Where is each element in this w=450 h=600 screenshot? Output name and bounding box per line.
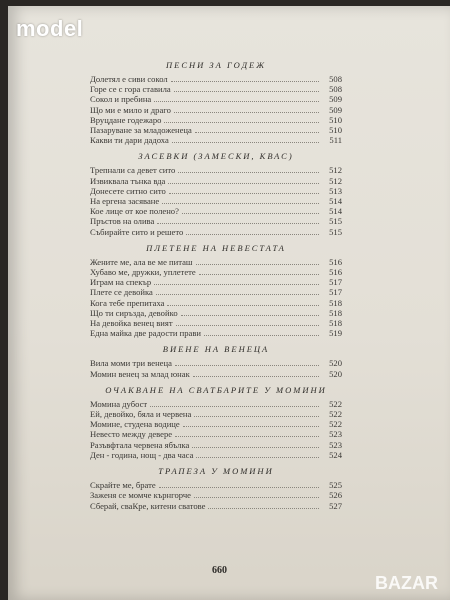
entry-title: Момине, студена водице (90, 419, 180, 430)
dot-leader (167, 304, 319, 306)
toc-entry (90, 358, 342, 368)
dot-leader (181, 314, 319, 316)
entry-title: Вруцдане годежаро (90, 114, 162, 125)
entry-title: Жените ме, ала ве ме питаш (90, 256, 193, 267)
dot-leader (186, 233, 319, 235)
entry-page: 517 (329, 277, 342, 288)
entry-title: Сберай, сваКре, китени сватове (90, 500, 206, 511)
toc-section (90, 243, 342, 339)
entry-page: 518 (329, 307, 342, 318)
toc-entry (90, 115, 342, 125)
toc-entry (90, 74, 342, 84)
entry-page: 516 (329, 256, 342, 267)
entry-page: 512 (329, 165, 342, 176)
entry-title: Една майка две радости прави (90, 328, 202, 339)
toc-section (90, 60, 342, 145)
toc-entry (90, 440, 342, 450)
entry-title: Трепнали са девет сито (90, 165, 176, 176)
entry-title: Сокол и пребина (90, 94, 152, 105)
entry-page: 527 (329, 500, 342, 511)
dot-leader (193, 375, 319, 377)
entry-title: Скрайте ме, брате (90, 480, 156, 491)
toc-entry (90, 501, 342, 511)
dot-leader (157, 222, 319, 224)
entry-title: Какви ти дари дадоха (90, 135, 169, 146)
entry-title: Ден - година, нощ - два часа (90, 449, 194, 460)
toc-entry (90, 196, 342, 206)
toc-section (90, 385, 342, 460)
toc-entry (90, 105, 342, 115)
dot-leader (154, 100, 319, 102)
dot-leader (174, 111, 319, 113)
dot-leader (172, 141, 319, 143)
entry-title: Пазаруване за младоженеца (90, 125, 192, 136)
entry-title: Пръстов на олива (90, 216, 155, 227)
dot-leader (183, 425, 319, 427)
entry-page: 524 (329, 449, 342, 460)
dot-leader (168, 182, 319, 184)
toc-entry (90, 135, 342, 145)
entry-title: Кога тебе препитаха (90, 297, 165, 308)
entry-title: Плете се девойка (90, 287, 153, 298)
corner-watermark: BAZAR (375, 573, 438, 593)
entry-page: 520 (329, 358, 342, 369)
dot-leader (182, 212, 319, 214)
toc-entry (90, 419, 342, 429)
toc-entry (90, 165, 342, 175)
entry-page: 513 (329, 185, 342, 196)
toc-entry (90, 227, 342, 237)
toc-entry (90, 308, 342, 318)
section-title: ОЧАКВАНЕ НА СВАТБАРИТЕ У МОМИНИ (105, 384, 327, 395)
entry-title: Вила моми три венеца (90, 358, 172, 369)
toc-entry (90, 318, 342, 328)
entry-title: Ей, девойко, бяла и червена (90, 409, 192, 420)
dot-leader (156, 293, 319, 295)
dot-leader (199, 273, 319, 275)
toc-section (90, 344, 342, 378)
dot-leader (204, 334, 319, 336)
dot-leader (208, 507, 319, 509)
toc-entry (90, 216, 342, 226)
toc-entry (90, 328, 342, 338)
toc-entry (90, 399, 342, 409)
entry-title: Играм на спекър (90, 277, 152, 288)
dot-leader (192, 446, 319, 448)
entry-title: Извиквала тънка вда (90, 175, 166, 186)
entry-page: 509 (329, 104, 342, 115)
entry-page: 522 (329, 409, 342, 420)
entry-page: 514 (329, 196, 342, 207)
entry-title: Момина дубост (90, 398, 148, 409)
toc-entry (90, 490, 342, 500)
entry-page: 515 (329, 216, 342, 227)
dot-leader (196, 263, 319, 265)
toc-entry (90, 84, 342, 94)
dot-leader (195, 131, 319, 133)
entry-page: 518 (329, 318, 342, 329)
toc-entry (90, 94, 342, 104)
dot-leader (164, 121, 319, 123)
dot-leader (162, 202, 319, 204)
entry-title: На девойка венец вият (90, 318, 173, 329)
entry-title: Що ти сиръзда, девойко (90, 307, 178, 318)
section-title: ПЕСНИ ЗА ГОДЕЖ (166, 60, 266, 70)
entry-page: 512 (329, 175, 342, 186)
entry-title: Кое лице от кое полено? (90, 206, 179, 217)
toc-entry (90, 369, 342, 379)
toc-entry (90, 206, 342, 216)
entry-page: 515 (329, 226, 342, 237)
entry-title: Невесто между девере (90, 429, 173, 440)
dot-leader (176, 324, 319, 326)
entry-title: Донесете ситно сито (90, 185, 166, 196)
dot-leader (175, 435, 319, 437)
entry-page: 526 (329, 490, 342, 501)
entry-title: Момин венец за млад юнак (90, 368, 190, 379)
entry-page: 519 (329, 328, 342, 339)
dot-leader (196, 456, 319, 458)
entry-title: Хубаво ме, дружки, уплетете (90, 267, 196, 278)
entry-page: 525 (329, 480, 342, 491)
toc-entry (90, 480, 342, 490)
toc-section (90, 466, 342, 511)
toc-entry (90, 429, 342, 439)
entry-page: 510 (329, 125, 342, 136)
entry-page: 523 (329, 429, 342, 440)
section-title: ТРАПЕЗА У МОМИНИ (158, 466, 274, 477)
toc-entry (90, 277, 342, 287)
entry-page: 522 (329, 419, 342, 430)
entry-page: 523 (329, 439, 342, 450)
dot-leader (154, 283, 319, 285)
table-of-contents (90, 54, 342, 511)
toc-entry (90, 257, 342, 267)
entry-page: 522 (329, 398, 342, 409)
dot-leader (159, 486, 319, 488)
entry-title: Горе се с гора ставила (90, 84, 171, 95)
entry-page: 517 (329, 287, 342, 298)
toc-section (90, 151, 342, 236)
entry-title: На ергена засяване (90, 196, 160, 207)
brand-watermark: model (16, 16, 84, 41)
toc-entry (90, 176, 342, 186)
toc-entry (90, 409, 342, 419)
dot-leader (194, 496, 319, 498)
toc-entry (90, 125, 342, 135)
section-title: ПЛЕТЕНЕ НА НЕВЕСТАТА (146, 242, 286, 253)
page-number: 660 (212, 565, 227, 576)
entry-title: Долетял е сиви сокол (90, 74, 168, 84)
entry-page: 508 (329, 74, 342, 84)
dot-leader (178, 171, 319, 173)
entry-page: 511 (329, 135, 342, 146)
toc-entry (90, 298, 342, 308)
entry-page: 509 (329, 94, 342, 105)
dot-leader (169, 192, 319, 194)
entry-page: 516 (329, 267, 342, 278)
entry-page: 508 (329, 84, 342, 95)
entry-page: 520 (329, 368, 342, 379)
dot-leader (175, 364, 319, 366)
entry-title: Заженя се момче кърнгорче (90, 490, 191, 501)
toc-entry (90, 450, 342, 460)
section-title: ЗАСЕВКИ (ЗАМЕСКИ, КВАС) (138, 151, 294, 162)
toc-entry (90, 267, 342, 277)
entry-title: Събирайте сито и решето (90, 226, 184, 237)
entry-page: 510 (329, 114, 342, 125)
entry-page: 518 (329, 297, 342, 308)
toc-entry (90, 287, 342, 297)
entry-title: Разъвфтала червена ябълка (90, 439, 190, 450)
dot-leader (194, 415, 319, 417)
dot-leader (171, 80, 319, 82)
dot-leader (174, 90, 319, 92)
toc-entry (90, 186, 342, 196)
entry-title: Що ми е мило и драго (90, 104, 171, 115)
section-title: ВИЕНЕ НА ВЕНЕЦА (162, 344, 270, 355)
dot-leader (150, 405, 319, 407)
entry-page: 514 (329, 206, 342, 217)
